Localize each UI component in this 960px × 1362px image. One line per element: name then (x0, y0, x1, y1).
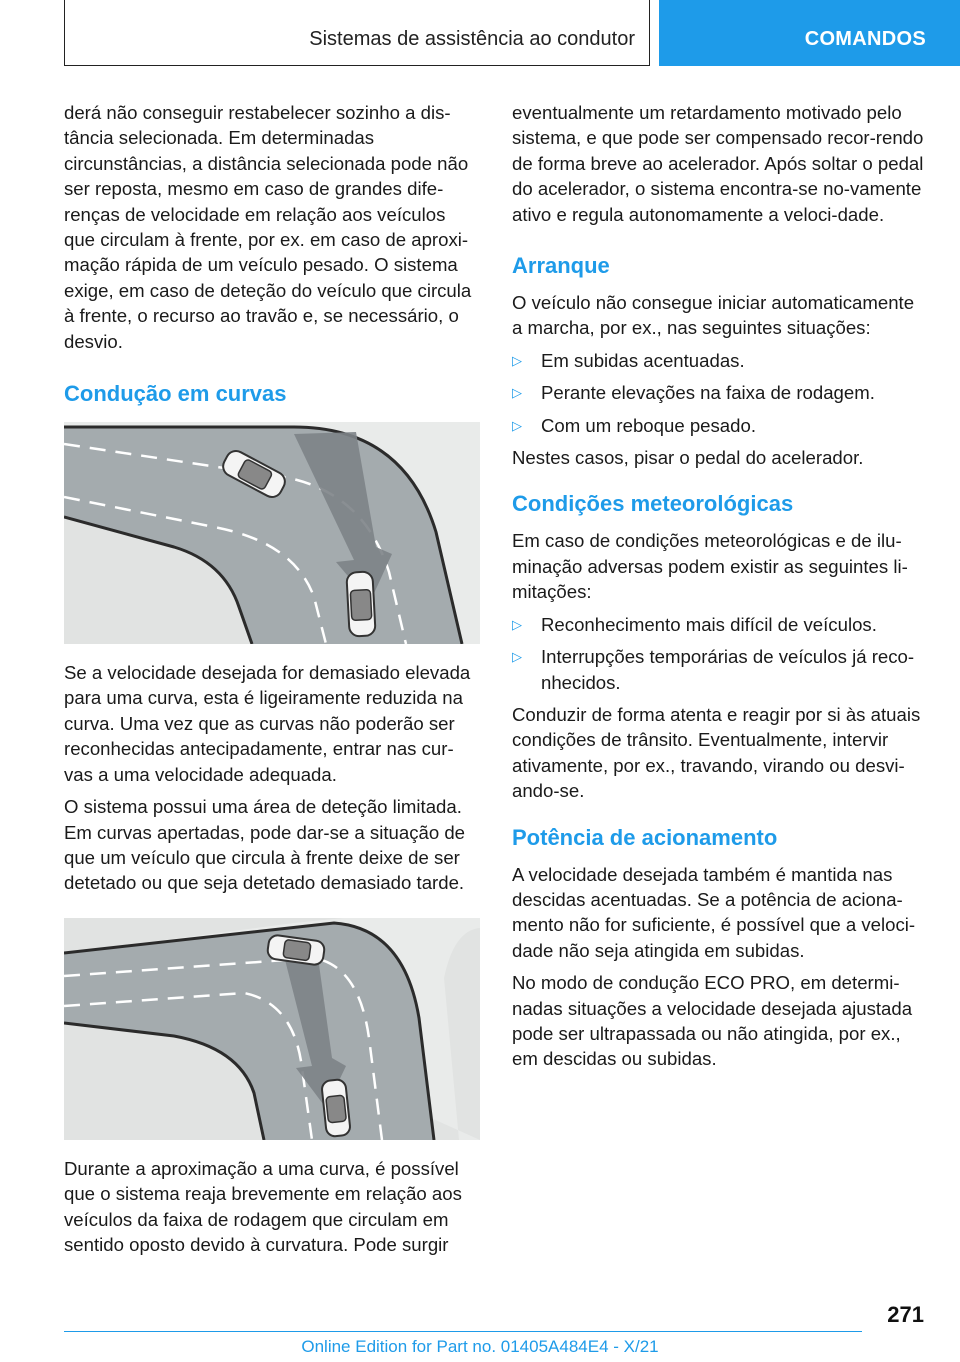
section-heading-start: Arranque (512, 253, 610, 279)
footer-edition: Online Edition for Part no. 01405A484E4 - X/21 (301, 1337, 659, 1356)
paragraph: No modo de condução ECO PRO, em determi-nadas situações a velocidade desejada ajustada pode ser ultrapassada ou não atingida, por ex., em descidas ou subidas. (512, 972, 913, 1070)
list-item: ▷ Perante elevações na faixa de rodagem. (512, 380, 928, 405)
figure-curve-illustration-2 (64, 918, 480, 1140)
paragraph: Durante a aproximação a uma curva, é possível que o sistema reaja brevemente em relação aos veículos da faixa de rodagem que circulam em sentido oposto devido à curvatura. Pode surgir (64, 1157, 462, 1255)
page-header (0, 0, 960, 66)
paragraph: O veículo não consegue iniciar automaticamente a marcha, por ex., nas seguintes situações: (512, 292, 915, 339)
header-title: Sistemas de assistência ao condutor (309, 28, 635, 50)
right-column (512, 100, 928, 1079)
paragraph: Em caso de condições meteorológicas e de ilu-minação adversas podem existir as seguintes li-mitações: (512, 530, 908, 603)
header-section-tab (659, 0, 960, 66)
bullet-triangle-icon: ▷ (512, 352, 522, 368)
paragraph: Nestes casos, pisar o pedal do acelerador. (512, 447, 864, 469)
paragraph: derá não conseguir restabelecer sozinho a dis-tância selecionada. Em determinadas circunstâncias, a distância selecionada pode não ser reposta, mesmo em caso de grandes dife-renças de velocidade em relação aos veículos que circulam à frente, por ex. em caso de aproxi-mação rápida de um veículo pesado. O sistema exige, em caso de deteção do veículo que circula à frente, o recurso ao travão e, se necessário, o desvio. (64, 102, 472, 352)
curve-illustration-1 (64, 422, 480, 644)
figure-curve-illustration-1 (64, 422, 480, 644)
paragraph: Conduzir de forma atenta e reagir por si às atuais condições de trânsito. Eventualmente, intervir ativamente, por ex., travando, virando ou desvi-ando-se. (512, 703, 921, 802)
header-title-box (64, 0, 650, 66)
left-column (64, 100, 480, 1264)
section-heading-curves: Condução em curvas (64, 381, 287, 407)
list-item: ▷ Interrupções temporárias de veículos já reco-nhecidos. (512, 646, 915, 693)
bullet-triangle-icon: ▷ (512, 649, 522, 665)
paragraph: eventualmente um retardamento motivado pelo sistema, e que pode ser compensado recor-rendo de forma breve ao acelerador. Após soltar o pedal do acelerador, o sistema encontra-se no-vamente ativo e regula autonomamente a veloci-dade. (512, 102, 924, 225)
list-item: ▷ Em subidas acentuadas. (512, 348, 928, 373)
paragraph: O sistema possui uma área de deteção limitada. Em curvas apertadas, pode dar-se a situação de que um veículo que circula à frente deixe de ser detetado ou que seja detetado demasiado tarde. (64, 796, 466, 894)
weather-limitations-list (512, 612, 928, 695)
curve-illustration-2 (64, 918, 480, 1140)
paragraph: Se a velocidade desejada for demasiado elevada para uma curva, esta é ligeiramente reduzida na curva. Uma vez que as curvas não poderão ser reconhecidas antecipadamente, entrar nas cur-vas a uma velocidade adequada. (64, 662, 471, 785)
section-heading-weather: Condições meteorológicas (512, 491, 794, 517)
section-heading-power: Potência de acionamento (512, 824, 778, 850)
paragraph: A velocidade desejada também é mantida nas descidas acentuadas. Se a potência de aciona-mento não for suficiente, é possível que a veloci-dade não seja atingida em subidas. (512, 863, 916, 961)
list-item: ▷ Com um reboque pesado. (512, 413, 928, 438)
bullet-triangle-icon: ▷ (512, 385, 522, 401)
footer-divider (64, 1331, 862, 1332)
list-item: ▷ Reconhecimento mais difícil de veículos. (512, 612, 928, 637)
bullet-triangle-icon: ▷ (512, 616, 522, 632)
bullet-triangle-icon: ▷ (512, 417, 522, 433)
header-section-label: COMANDOS (804, 28, 926, 50)
page-number: 271 (887, 1302, 924, 1327)
start-conditions-list (512, 348, 928, 438)
